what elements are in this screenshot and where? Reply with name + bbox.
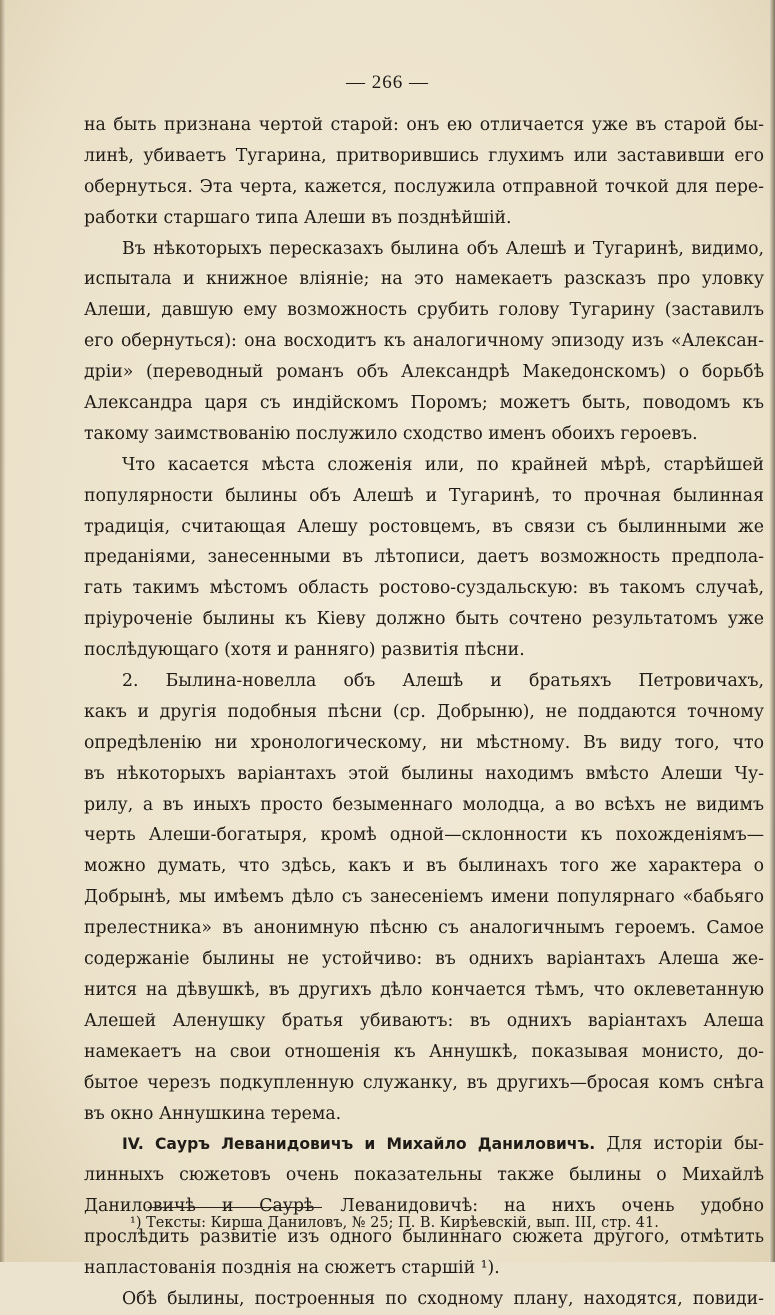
footnote-divider bbox=[148, 1207, 322, 1208]
text-line: Добрынѣ, мы имѣемъ дѣло съ занесеніемъ имени популярнаго «бабьяго bbox=[84, 887, 764, 908]
text-line: Въ нѣкоторыхъ пересказахъ былина объ Алешѣ и Тугаринѣ, видимо, bbox=[122, 238, 764, 259]
text-line: прослѣдить развитіе изъ одного былиннаго сюжета другого, отмѣтить bbox=[84, 1227, 764, 1248]
text-line: популярности былины объ Алешѣ и Тугаринѣ, то прочная былинная bbox=[84, 485, 764, 506]
text-line: Александра царя съ индійскомъ Поромъ; можетъ быть, поводомъ къ bbox=[84, 393, 764, 414]
text-line: Обѣ былины, построенныя по сходному плану, находятся, повиди- bbox=[122, 1288, 764, 1309]
text-line: преданіями, занесенными въ лѣтописи, даетъ возможность предпола- bbox=[84, 547, 764, 568]
text-line: на быть признана чертой старой: онъ ею отличается уже въ старой бы- bbox=[84, 115, 764, 135]
section-heading: IV. Сауръ Леванидовичъ и Михайло Даниловичъ. bbox=[122, 1135, 596, 1154]
text-line: его обернуться): она восходитъ къ аналогичному эпизоду изъ «Алексан- bbox=[84, 331, 764, 352]
body-text bbox=[84, 110, 764, 1315]
text-line: работки старшаго типа Алеши въ позднѣйшій. bbox=[84, 207, 512, 228]
footnote: ¹) Тексты: Кирша Даниловъ, № 25; П. В. Кирѣевскій, вып. III, стр. 41. bbox=[130, 1215, 659, 1231]
text-line: въ окно Аннушкина терема. bbox=[84, 1103, 342, 1124]
text-line: 2. Былина-новелла объ Алешѣ и братьяхъ Петровичахъ, bbox=[122, 671, 764, 692]
text-line: пріуроченіе былины къ Кіеву должно быть сочтено результатомъ уже bbox=[84, 609, 764, 630]
text-line: Что касается мѣста сложенія или, по крайней мѣрѣ, старѣйшей bbox=[122, 454, 764, 475]
text-line: черть Алеши-богатыря, кромѣ одной—склонности къ похожденіямъ— bbox=[84, 825, 764, 846]
text-line: рилу, а въ иныхъ просто безыменнаго молодца, а во всѣхъ не видимъ bbox=[84, 794, 764, 815]
text-line: намекаетъ на свои отношенія къ Аннушкѣ, показывая монисто, до- bbox=[84, 1041, 764, 1062]
text-line: Алеши, давшую ему возможность срубить голову Тугарину (заставилъ bbox=[84, 300, 764, 321]
text-line: дріи» (переводный романъ объ Александрѣ Македонскомъ) о борьбѣ bbox=[84, 362, 764, 383]
text-line: въ нѣкоторыхъ варіантахъ этой былины находимъ вмѣсто Алеши Чу- bbox=[84, 763, 764, 784]
page-edge-shadow bbox=[769, 0, 775, 1262]
text-line: Даниловичѣ и Саурѣ Леванидовичѣ: на нихъ очень удобно bbox=[84, 1196, 764, 1217]
text-line: такому заимствованію послужило сходство именъ обоихъ героевъ. bbox=[84, 423, 698, 444]
page-binding-shadow bbox=[0, 0, 6, 1262]
text-line: опредѣленію ни хронологическому, ни мѣстному. Въ виду того, что bbox=[84, 732, 764, 753]
text-line: содержаніе былины не устойчиво: въ однихъ варіантахъ Алеша же- bbox=[84, 949, 764, 970]
section-heading-line bbox=[84, 1129, 764, 1160]
text-line: традиція, считающая Алешу ростовцемъ, въ связи съ былинными же bbox=[84, 516, 764, 537]
heading-continuation: Для исторіи бы- bbox=[595, 1134, 764, 1155]
text-line: какъ и другія подобныя пѣсни (ср. Добрыню), не поддаются точному bbox=[84, 701, 764, 722]
text-line: послѣдующаго (хотя и ранняго) развитія пѣсни. bbox=[84, 640, 525, 661]
page-number: — 266 — bbox=[346, 72, 429, 93]
text-line: Алешей Аленушку братья убиваютъ: въ однихъ варіантахъ Алеша bbox=[84, 1010, 764, 1031]
text-line: испытала и книжное вліяніе; на это намекаетъ разсказъ про уловку bbox=[84, 269, 764, 290]
text-line: бытое черезъ подкупленную служанку, въ другихъ—бросая комъ снѣга bbox=[84, 1072, 764, 1093]
text-line: нится на дѣвушкѣ, въ другихъ дѣло кончается тѣмъ, что оклеветанную bbox=[84, 979, 764, 1000]
text-line: напластованія позднія на сюжетъ старшій ¹). bbox=[84, 1257, 500, 1278]
text-line: линѣ, убиваетъ Тугарина, притворившись глухимъ или заставивши его bbox=[84, 145, 764, 166]
text-line: линныхъ сюжетовъ очень показательны также былины о Михайлѣ bbox=[84, 1165, 764, 1186]
text-line: обернуться. Эта черта, кажется, послужила отправной точкой для пере- bbox=[84, 176, 764, 197]
text-line: прелестника» въ анонимную пѣсню съ аналогичнымъ героемъ. Самое bbox=[84, 918, 764, 939]
text-line: можно думать, что здѣсь, какъ и въ былинахъ того же характера о bbox=[84, 856, 764, 877]
text-line: гать такимъ мѣстомъ область ростово-суздальскую: въ такомъ случаѣ, bbox=[84, 578, 764, 599]
